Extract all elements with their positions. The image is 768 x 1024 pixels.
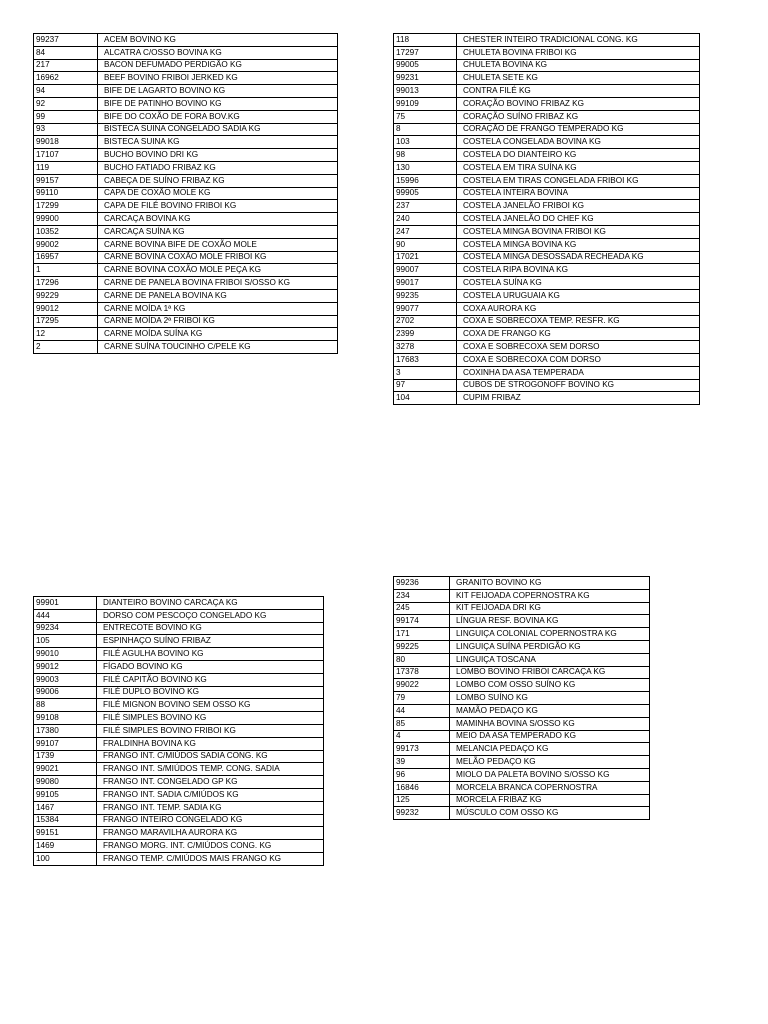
product-description: CHULETA SETE KG xyxy=(457,72,700,85)
table-row xyxy=(394,277,700,290)
table-row xyxy=(394,34,700,47)
table-row xyxy=(34,136,338,149)
product-code: 44 xyxy=(394,704,450,717)
product-code: 99225 xyxy=(394,640,450,653)
product-code: 17297 xyxy=(394,46,457,59)
product-code: 85 xyxy=(394,717,450,730)
product-table-body xyxy=(34,597,324,866)
product-description: CARNE MOÍDA SUÍNA KG xyxy=(98,328,338,341)
table-row xyxy=(394,730,650,743)
table-row xyxy=(34,302,338,315)
product-code: 171 xyxy=(394,628,450,641)
product-code: 15996 xyxy=(394,174,457,187)
table-row xyxy=(34,801,324,814)
product-code: 104 xyxy=(394,392,457,405)
table-row xyxy=(34,46,338,59)
product-code: 105 xyxy=(34,635,97,648)
product-code: 99006 xyxy=(34,686,97,699)
table-row xyxy=(34,225,338,238)
product-code: 99105 xyxy=(34,788,97,801)
product-code: 17299 xyxy=(34,200,98,213)
product-code: 99013 xyxy=(394,85,457,98)
table-row xyxy=(34,34,338,47)
table-row xyxy=(394,704,650,717)
table-row xyxy=(394,341,700,354)
product-description: BEEF BOVINO FRIBOI JERKED KG xyxy=(98,72,338,85)
product-code: 99080 xyxy=(34,776,97,789)
table-row xyxy=(34,161,338,174)
product-description: FRANGO INT. TEMP. SADIA KG xyxy=(97,801,324,814)
product-code: 125 xyxy=(394,794,450,807)
table-row xyxy=(394,640,650,653)
product-description: CAPA DE COXÃO MOLE KG xyxy=(98,187,338,200)
table-row xyxy=(394,589,650,602)
product-description: COSTELA URUGUAIA KG xyxy=(457,289,700,302)
product-code: 99003 xyxy=(34,673,97,686)
product-table-3 xyxy=(33,596,324,866)
product-code: 80 xyxy=(394,653,450,666)
table-row xyxy=(34,174,338,187)
product-code: 84 xyxy=(34,46,98,59)
table-row xyxy=(34,264,338,277)
product-description: FRANGO MARAVILHA AURORA KG xyxy=(97,827,324,840)
product-description: COSTELA CONGELADA BOVINA KG xyxy=(457,136,700,149)
product-code: 99900 xyxy=(34,213,98,226)
product-description: CORAÇÃO SUÍNO FRIBAZ KG xyxy=(457,110,700,123)
table-row xyxy=(394,200,700,213)
product-description: CHESTER INTEIRO TRADICIONAL CONG. KG xyxy=(457,34,700,47)
table-row xyxy=(34,776,324,789)
product-description: CARNE MOÍDA 1ª KG xyxy=(98,302,338,315)
product-code: 99010 xyxy=(34,648,97,661)
product-code: 119 xyxy=(34,161,98,174)
table-row xyxy=(394,602,650,615)
product-description: COXA E SOBRECOXA COM DORSO xyxy=(457,353,700,366)
product-description: BIFE DE PATINHO BOVINO KG xyxy=(98,97,338,110)
product-code: 99002 xyxy=(34,238,98,251)
product-code: 99109 xyxy=(394,97,457,110)
product-description: FÍGADO BOVINO KG xyxy=(97,660,324,673)
product-table-body xyxy=(394,34,700,405)
product-description: COSTELA MINGA BOVINA FRIBOI KG xyxy=(457,225,700,238)
product-code: 39 xyxy=(394,756,450,769)
table-row xyxy=(34,609,324,622)
product-description: FRANGO MORG. INT. C/MIÚDOS CONG. KG xyxy=(97,840,324,853)
product-description: COSTELA JANELÃO FRIBOI KG xyxy=(457,200,700,213)
table-row xyxy=(394,781,650,794)
table-row xyxy=(34,341,338,354)
product-description: ESPINHAÇO SUÍNO FRIBAZ xyxy=(97,635,324,648)
table-row xyxy=(394,238,700,251)
product-code: 10352 xyxy=(34,225,98,238)
table-row xyxy=(34,238,338,251)
table-row xyxy=(394,353,700,366)
product-description: CORAÇÃO BOVINO FRIBAZ KG xyxy=(457,97,700,110)
table-row xyxy=(394,72,700,85)
product-table-4 xyxy=(393,576,650,820)
product-description: CABEÇA DE SUÍNO FRIBAZ KG xyxy=(98,174,338,187)
product-code: 75 xyxy=(394,110,457,123)
product-description: ACEM BOVINO KG xyxy=(98,34,338,47)
table-row xyxy=(34,840,324,853)
product-code: 99107 xyxy=(34,737,97,750)
table-row xyxy=(394,328,700,341)
table-row xyxy=(34,72,338,85)
product-code: 99229 xyxy=(34,289,98,302)
table-row xyxy=(394,251,700,264)
product-description: FILÉ MIGNON BOVINO SEM OSSO KG xyxy=(97,699,324,712)
product-code: 99151 xyxy=(34,827,97,840)
product-description: COXA E SOBRECOXA SEM DORSO xyxy=(457,341,700,354)
product-code: 237 xyxy=(394,200,457,213)
product-code: 17380 xyxy=(34,724,97,737)
product-description: FILÉ SIMPLES BOVINO FRIBOI KG xyxy=(97,724,324,737)
table-row xyxy=(34,737,324,750)
product-description: CARNE DE PANELA BOVINA KG xyxy=(98,289,338,302)
product-code: 99174 xyxy=(394,615,450,628)
product-description: CARNE BOVINA COXÃO MOLE PEÇA KG xyxy=(98,264,338,277)
table-row xyxy=(34,110,338,123)
product-description: MELANCIA PEDAÇO KG xyxy=(450,743,650,756)
product-description: FILÉ AGULHA BOVINO KG xyxy=(97,648,324,661)
product-description: MORCELA BRANCA COPERNOSTRA xyxy=(450,781,650,794)
product-code: 99110 xyxy=(34,187,98,200)
product-description: BUCHO BOVINO DRI KG xyxy=(98,149,338,162)
table-row xyxy=(394,149,700,162)
product-code: 99018 xyxy=(34,136,98,149)
table-row xyxy=(34,814,324,827)
product-description: MIOLO DA PALETA BOVINO S/OSSO KG xyxy=(450,768,650,781)
table-row xyxy=(394,768,650,781)
table-row xyxy=(34,251,338,264)
product-code: 88 xyxy=(34,699,97,712)
product-description: BISTECA SUINA CONGELADO SADIA KG xyxy=(98,123,338,136)
product-code: 99157 xyxy=(34,174,98,187)
product-description: ALCATRA C/OSSO BOVINA KG xyxy=(98,46,338,59)
product-description: COSTELA EM TIRAS CONGELADA FRIBOI KG xyxy=(457,174,700,187)
table-row xyxy=(394,379,700,392)
product-description: COSTELA JANELÃO DO CHEF KG xyxy=(457,213,700,226)
table-row xyxy=(34,660,324,673)
product-description: CHULETA BOVINA FRIBOI KG xyxy=(457,46,700,59)
product-code: 99901 xyxy=(34,597,97,610)
table-row xyxy=(34,187,338,200)
product-code: 2399 xyxy=(394,328,457,341)
table-row xyxy=(394,743,650,756)
table-row xyxy=(394,679,650,692)
table-row xyxy=(34,686,324,699)
product-code: 99236 xyxy=(394,577,450,590)
product-code: 444 xyxy=(34,609,97,622)
product-description: CARNE BOVINA COXÃO MOLE FRIBOI KG xyxy=(98,251,338,264)
product-code: 217 xyxy=(34,59,98,72)
product-code: 93 xyxy=(34,123,98,136)
product-code: 1469 xyxy=(34,840,97,853)
product-table-1 xyxy=(33,33,338,354)
table-row xyxy=(34,97,338,110)
product-description: COSTELA INTEIRA BOVINA xyxy=(457,187,700,200)
product-description: COSTELA MINGA BOVINA KG xyxy=(457,238,700,251)
product-code: 17295 xyxy=(34,315,98,328)
product-code: 2 xyxy=(34,341,98,354)
product-description: LINGUIÇA TOSCANA xyxy=(450,653,650,666)
table-row xyxy=(394,225,700,238)
table-row xyxy=(34,852,324,865)
product-code: 8 xyxy=(394,123,457,136)
product-description: CARNE MOÍDA 2ª FRIBOI KG xyxy=(98,315,338,328)
product-code: 99905 xyxy=(394,187,457,200)
product-description: CARCAÇA SUÍNA KG xyxy=(98,225,338,238)
product-code: 99173 xyxy=(394,743,450,756)
product-code: 99237 xyxy=(34,34,98,47)
product-description: CARNE DE PANELA BOVINA FRIBOI S/OSSO KG xyxy=(98,277,338,290)
product-code: 99077 xyxy=(394,302,457,315)
product-description: CARNE SUÍNA TOUCINHO C/PELE KG xyxy=(98,341,338,354)
product-description: BUCHO FATIADO FRIBAZ KG xyxy=(98,161,338,174)
product-table-2 xyxy=(393,33,700,405)
table-row xyxy=(34,328,338,341)
product-code: 118 xyxy=(394,34,457,47)
table-row xyxy=(34,788,324,801)
product-description: LOMBO BOVINO FRIBOI CARCAÇA KG xyxy=(450,666,650,679)
product-description: CARNE BOVINA BIFE DE COXÃO MOLE xyxy=(98,238,338,251)
product-description: COXA AURORA KG xyxy=(457,302,700,315)
product-code: 1739 xyxy=(34,750,97,763)
product-description: CUPIM FRIBAZ xyxy=(457,392,700,405)
product-description: CORAÇÃO DE FRANGO TEMPERADO KG xyxy=(457,123,700,136)
product-description: COXA E SOBRECOXA TEMP. RESFR. KG xyxy=(457,315,700,328)
table-row xyxy=(394,85,700,98)
product-description: COSTELA SUÍNA KG xyxy=(457,277,700,290)
product-description: FRALDINHA BOVINA KG xyxy=(97,737,324,750)
product-code: 17107 xyxy=(34,149,98,162)
product-description: LÍNGUA RESF. BOVINA KG xyxy=(450,615,650,628)
table-row xyxy=(34,673,324,686)
product-description: MEIO DA ASA TEMPERADO KG xyxy=(450,730,650,743)
product-description: KIT FEIJOADA COPERNOSTRA KG xyxy=(450,589,650,602)
product-description: DORSO COM PESCOÇO CONGELADO KG xyxy=(97,609,324,622)
product-code: 96 xyxy=(394,768,450,781)
product-code: 99005 xyxy=(394,59,457,72)
product-code: 16957 xyxy=(34,251,98,264)
product-description: MELÃO PEDAÇO KG xyxy=(450,756,650,769)
product-description: GRANITO BOVINO KG xyxy=(450,577,650,590)
product-description: COSTELA RIPA BOVINA KG xyxy=(457,264,700,277)
table-row xyxy=(394,264,700,277)
table-row xyxy=(394,717,650,730)
table-row xyxy=(394,666,650,679)
product-code: 1467 xyxy=(34,801,97,814)
product-description: DIANTEIRO BOVINO CARCAÇA KG xyxy=(97,597,324,610)
table-row xyxy=(394,392,700,405)
product-description: FRANGO TEMP. C/MIÚDOS MAIS FRANGO KG xyxy=(97,852,324,865)
product-code: 17021 xyxy=(394,251,457,264)
table-row xyxy=(34,200,338,213)
product-code: 99232 xyxy=(394,807,450,820)
product-code: 100 xyxy=(34,852,97,865)
product-code: 99012 xyxy=(34,302,98,315)
product-description: LINGUIÇA SUÍNA PERDIGÃO KG xyxy=(450,640,650,653)
product-description: FILÉ SIMPLES BOVINO KG xyxy=(97,712,324,725)
table-row xyxy=(394,110,700,123)
product-description: FILÉ CAPITÃO BOVINO KG xyxy=(97,673,324,686)
table-row xyxy=(394,136,700,149)
product-description: BIFE DE LAGARTO BOVINO KG xyxy=(98,85,338,98)
product-description: COSTELA MINGA DESOSSADA RECHEADA KG xyxy=(457,251,700,264)
product-code: 3278 xyxy=(394,341,457,354)
table-row xyxy=(34,648,324,661)
product-code: 234 xyxy=(394,589,450,602)
table-row xyxy=(394,577,650,590)
table-row xyxy=(394,123,700,136)
table-row xyxy=(394,807,650,820)
table-row xyxy=(394,97,700,110)
table-row xyxy=(34,622,324,635)
product-description: MÚSCULO COM OSSO KG xyxy=(450,807,650,820)
table-row xyxy=(394,213,700,226)
table-row xyxy=(394,653,650,666)
product-description: CARCAÇA BOVINA KG xyxy=(98,213,338,226)
table-row xyxy=(394,615,650,628)
product-code: 245 xyxy=(394,602,450,615)
product-description: LOMBO SUÍNO KG xyxy=(450,692,650,705)
product-code: 16962 xyxy=(34,72,98,85)
table-row xyxy=(394,756,650,769)
product-description: FRANGO INTEIRO CONGELADO KG xyxy=(97,814,324,827)
table-row xyxy=(34,712,324,725)
table-row xyxy=(394,174,700,187)
table-row xyxy=(34,750,324,763)
product-description: COSTELA DO DIANTEIRO KG xyxy=(457,149,700,162)
product-description: FRANGO INT. S/MIÚDOS TEMP. CONG. SADIA xyxy=(97,763,324,776)
table-row xyxy=(394,59,700,72)
product-description: MAMÃO PEDAÇO KG xyxy=(450,704,650,717)
product-description: BACON DEFUMADO PERDIGÃO KG xyxy=(98,59,338,72)
product-code: 99 xyxy=(34,110,98,123)
product-description: CHULETA BOVINA KG xyxy=(457,59,700,72)
table-row xyxy=(34,763,324,776)
product-code: 3 xyxy=(394,366,457,379)
table-row xyxy=(34,827,324,840)
product-description: FILÉ DUPLO BOVINO KG xyxy=(97,686,324,699)
table-row xyxy=(34,635,324,648)
product-description: COXA DE FRANGO KG xyxy=(457,328,700,341)
product-code: 97 xyxy=(394,379,457,392)
product-description: FRANGO INT. SADIA C/MIÚDOS KG xyxy=(97,788,324,801)
table-row xyxy=(394,628,650,641)
table-row xyxy=(34,85,338,98)
table-row xyxy=(394,302,700,315)
product-table-body xyxy=(34,34,338,354)
product-code: 79 xyxy=(394,692,450,705)
product-code: 99234 xyxy=(34,622,97,635)
product-code: 99021 xyxy=(34,763,97,776)
product-code: 99235 xyxy=(394,289,457,302)
product-description: CONTRA FILÉ KG xyxy=(457,85,700,98)
product-code: 1 xyxy=(34,264,98,277)
product-code: 130 xyxy=(394,161,457,174)
product-code: 16846 xyxy=(394,781,450,794)
product-code: 4 xyxy=(394,730,450,743)
product-code: 247 xyxy=(394,225,457,238)
table-row xyxy=(394,692,650,705)
product-code: 99108 xyxy=(34,712,97,725)
product-description: LINGUIÇA COLONIAL COPERNOSTRA KG xyxy=(450,628,650,641)
table-row xyxy=(34,699,324,712)
product-description: BISTECA SUINA KG xyxy=(98,136,338,149)
product-code: 94 xyxy=(34,85,98,98)
product-code: 17378 xyxy=(394,666,450,679)
table-row xyxy=(34,289,338,302)
product-code: 90 xyxy=(394,238,457,251)
product-description: COXINHA DA ASA TEMPERADA xyxy=(457,366,700,379)
product-code: 92 xyxy=(34,97,98,110)
product-code: 17296 xyxy=(34,277,98,290)
product-code: 15384 xyxy=(34,814,97,827)
table-row xyxy=(34,724,324,737)
product-code: 98 xyxy=(394,149,457,162)
product-description: CAPA DE FILÉ BOVINO FRIBOI KG xyxy=(98,200,338,213)
product-code: 240 xyxy=(394,213,457,226)
product-description: ENTRECOTE BOVINO KG xyxy=(97,622,324,635)
table-row xyxy=(34,315,338,328)
product-code: 103 xyxy=(394,136,457,149)
product-code: 12 xyxy=(34,328,98,341)
table-row xyxy=(394,46,700,59)
table-row xyxy=(34,277,338,290)
product-code: 99022 xyxy=(394,679,450,692)
product-table-body xyxy=(394,577,650,820)
product-description: MORCELA FRIBAZ KG xyxy=(450,794,650,807)
table-row xyxy=(34,213,338,226)
product-code: 17683 xyxy=(394,353,457,366)
product-description: BIFE DO COXÃO DE FORA BOV.KG xyxy=(98,110,338,123)
table-row xyxy=(394,366,700,379)
product-code: 99017 xyxy=(394,277,457,290)
table-row xyxy=(394,315,700,328)
table-row xyxy=(394,187,700,200)
table-row xyxy=(394,161,700,174)
table-row xyxy=(34,597,324,610)
product-description: CUBOS DE STROGONOFF BOVINO KG xyxy=(457,379,700,392)
table-row xyxy=(34,123,338,136)
table-row xyxy=(34,149,338,162)
product-code: 99012 xyxy=(34,660,97,673)
table-row xyxy=(34,59,338,72)
product-code: 99007 xyxy=(394,264,457,277)
product-description: COSTELA EM TIRA SUÍNA KG xyxy=(457,161,700,174)
product-code: 99231 xyxy=(394,72,457,85)
product-description: FRANGO INT. CONGELADO GP KG xyxy=(97,776,324,789)
product-description: FRANGO INT. C/MIÚDOS SADIA CONG. KG xyxy=(97,750,324,763)
product-description: MAMINHA BOVINA S/OSSO KG xyxy=(450,717,650,730)
product-description: KIT FEIJOADA DRI KG xyxy=(450,602,650,615)
product-description: LOMBO COM OSSO SUÍNO KG xyxy=(450,679,650,692)
table-row xyxy=(394,794,650,807)
table-row xyxy=(394,289,700,302)
product-code: 2702 xyxy=(394,315,457,328)
